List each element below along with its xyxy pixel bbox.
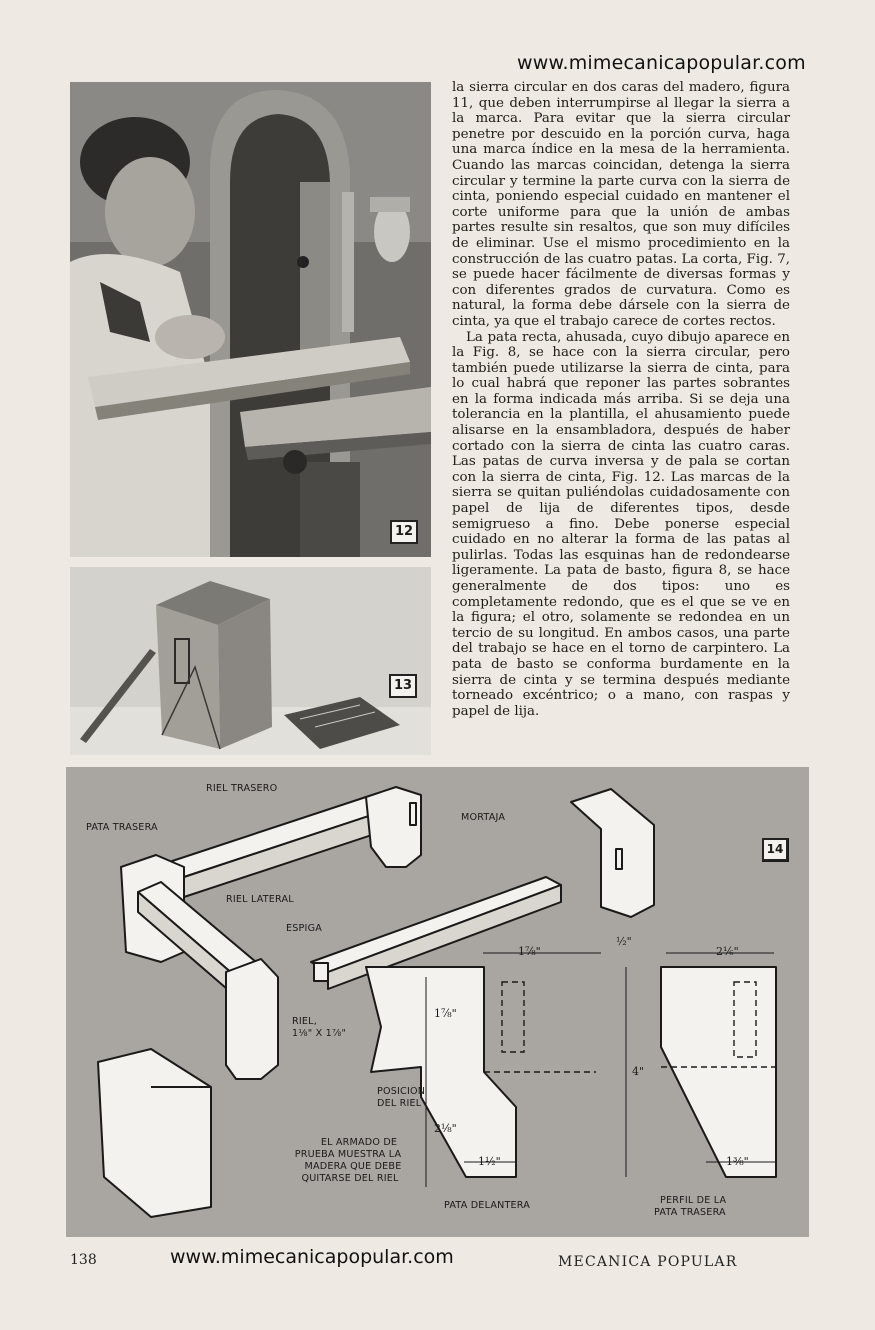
photo-band-saw: [70, 82, 431, 557]
article-body: [452, 80, 790, 760]
label-armado-1: EL ARMADO DE: [320, 1137, 398, 1148]
figure-12-number: 12: [390, 520, 418, 544]
figure-13-number: 13: [389, 674, 417, 698]
label-riel-lateral: RIEL LATERAL: [226, 894, 294, 905]
label-posicion: POSICION: [377, 1086, 426, 1097]
footer-watermark: www.mimecanicapopular.com: [170, 1246, 454, 1268]
label-armado-4: QUITARSE DEL RIEL: [301, 1173, 399, 1184]
label-del-riel: DEL RIEL: [377, 1098, 422, 1109]
label-espiga: ESPIGA: [286, 923, 322, 934]
dim-bottom-rear: 1⅜": [726, 1155, 749, 1168]
dim-bottom-front: 1½": [478, 1155, 501, 1168]
header-watermark: www.mimecanicapopular.com: [517, 52, 806, 74]
label-perfil-2: PATA TRASERA: [654, 1207, 726, 1218]
page-number: 138: [70, 1252, 97, 1268]
label-pata-delantera: PATA DELANTERA: [444, 1200, 531, 1211]
dim-left-lower: 2⅛": [434, 1122, 457, 1135]
leg-template-illustration: [70, 567, 431, 755]
magazine-name: MECANICA POPULAR: [558, 1254, 738, 1270]
photo-leg-template: [70, 567, 431, 755]
figure-14-diagram: [66, 767, 809, 1237]
dim-top-front: 1⅞": [518, 945, 541, 958]
label-armado-2: PRUEBA MUESTRA LA: [294, 1149, 402, 1160]
label-riel-size: 1⅛" X 1⅞": [292, 1028, 347, 1039]
article-paragraph-2: La pata recta, ahusada, cuyo dibujo aparece en la Fig. 8, se hace con la sierra circular, pero también puede utilizarse la sierra de cinta, para lo cual habrá que reponer las partes sobrantes en la forma indicada más arriba. Si se deja una tolerancia en la plantilla, el ahusamiento puede alisarse en la ensambladora, después de haber cortado con la sierra de cinta las cuatro caras. Las patas de curva inversa y de pala se cortan con la sierra de cinta, Fig. 12. Las marcas de la sierra se quitan puliéndolas cuidadosamente con papel de lija de diferentes tipos, desde semigrueso a fino. Debe ponerse especial cuidado en no alterar la forma de las patas al pulirlas. Todas las esquinas han de redondearse ligeramente. La pata de basto, figura 8, se hace generalmente de dos tipos: uno es completamente redondo, que es el que se ve en la figura; el otro, solamente se redondea en un tercio de su longitud. En ambos casos, una parte del trabajo se hace en el torno de carpintero. La pata de basto se conforma burdamente en la sierra de cinta y se termina después mediante torneado excéntrico; o a mano, con raspas y papel de lija.: [452, 329, 790, 719]
label-mortaja: MORTAJA: [461, 812, 506, 823]
label-perfil-1: PERFIL DE LA: [660, 1195, 727, 1206]
dim-top-rear: 2⅙": [716, 945, 739, 958]
band-saw-illustration: [70, 82, 431, 557]
leg-joinery-drawing: [66, 767, 809, 1237]
dim-left-upper: 1⅞": [434, 1007, 457, 1020]
dim-height: 4": [632, 1065, 645, 1078]
label-pata-trasera: PATA TRASERA: [86, 822, 158, 833]
label-armado-3: MADERA QUE DEBE: [304, 1161, 402, 1172]
article-paragraph-1: la sierra circular en dos caras del madero, figura 11, que deben interrumpirse al llegar la sierra a la marca. Para evitar que la sierra circular penetre por descuido en la porción curva, haga una marca índice en la mesa de la herramienta. Cuando las marcas coincidan, detenga la sierra circular y termine la parte curva con la sierra de cinta, poniendo especial cuidado en mantener el corte uniforme para que la unión de ambas partes resulte sin resaltos, que son muy difíciles de eliminar. Use el mismo procedimiento en la construcción de las cuatro patas. La corta, Fig. 7, se puede hacer fácilmente de diversas formas y con diferentes grados de curvatura. Como es natural, la forma debe dársele con la sierra de cinta, ya que el trabajo carece de cortes rectos.: [452, 80, 790, 329]
figure-14-number: 14: [762, 838, 788, 861]
label-riel-trasero: RIEL TRASERO: [206, 783, 278, 794]
dim-top-gap: ½": [616, 935, 632, 948]
label-riel: RIEL,: [292, 1016, 317, 1027]
